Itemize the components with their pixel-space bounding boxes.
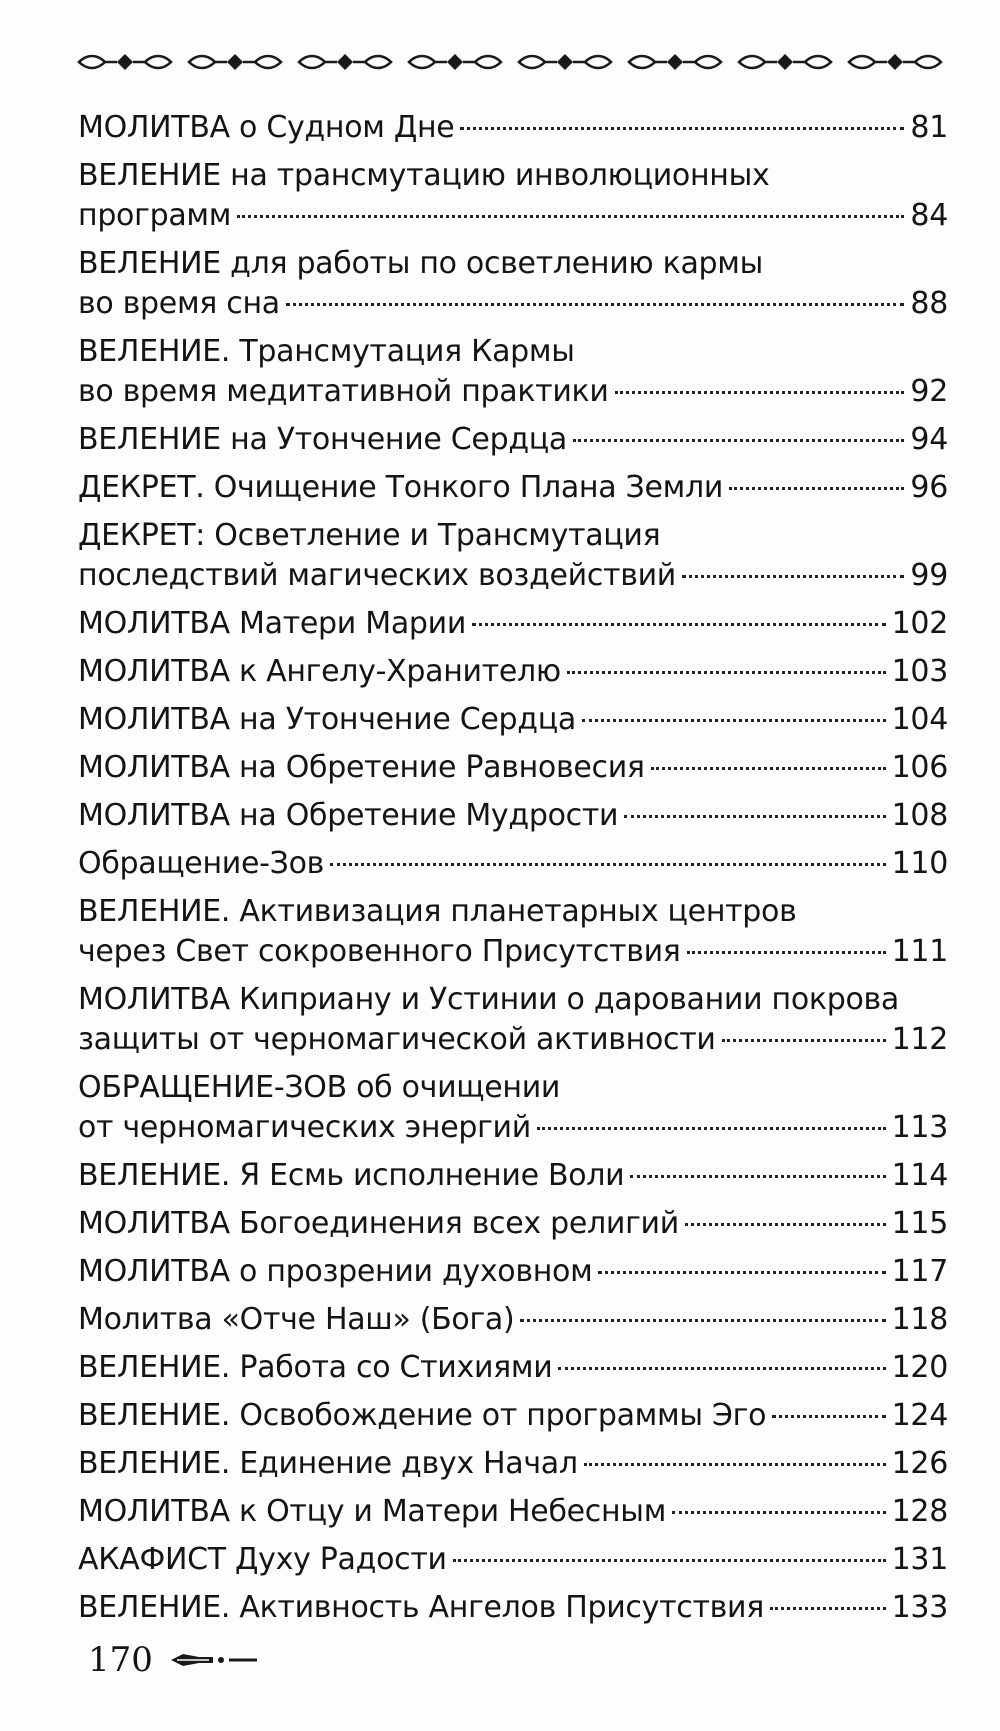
- page-number: 170: [88, 1640, 153, 1680]
- dot-leader: [330, 863, 886, 866]
- toc-entry-title-line: ВЕЛЕНИЕ. Работа со Стихиями: [78, 1350, 553, 1385]
- toc-entry: [78, 652, 948, 700]
- scroll-ornament-icon: [75, 52, 175, 72]
- toc-entry: [78, 980, 948, 1068]
- toc-entry-last-line: [78, 1396, 948, 1436]
- toc-entry-title-line: Молитва «Отче Наш» (Бога): [78, 1302, 515, 1337]
- scroll-ornament-icon: [845, 52, 945, 72]
- toc-entry-title-line: программ: [78, 198, 232, 233]
- toc-entry-title-line: МОЛИТВА на Обретение Мудрости: [78, 798, 619, 833]
- toc-page-number: 108: [891, 798, 948, 833]
- toc-entry-title-line: МОЛИТВА о прозрении духовном: [78, 1254, 593, 1289]
- toc-entry: [78, 844, 948, 892]
- toc-entry: [78, 1300, 948, 1348]
- toc-entry-title-line: во время сна: [78, 286, 280, 321]
- toc-entry-last-line: [78, 372, 948, 412]
- toc-entry-last-line: [78, 796, 948, 836]
- toc-entry-title-line: ВЕЛЕНИЕ. Трансмутация Кармы: [78, 334, 575, 369]
- toc-entry: [78, 1348, 948, 1396]
- toc-entry-title-line: ВЕЛЕНИЕ. Освобождение от программы Эго: [78, 1398, 767, 1433]
- toc-entry-title-line: ВЕЛЕНИЕ. Активность Ангелов Присутствия: [78, 1590, 764, 1625]
- toc-page-number: 128: [891, 1494, 948, 1529]
- toc-entry: [78, 1396, 948, 1444]
- toc-page-number: 111: [891, 934, 948, 969]
- toc-entry-title-line: последствий магических воздействий: [78, 558, 677, 593]
- toc-entry-last-line: [78, 1300, 948, 1340]
- toc-entry-last-line: [78, 1252, 948, 1292]
- toc-entry: [78, 1540, 948, 1588]
- dot-leader: [729, 487, 904, 490]
- dot-leader: [672, 1511, 886, 1514]
- toc-page-number: 115: [891, 1206, 948, 1241]
- toc-entry-last-line: [78, 556, 948, 596]
- dot-leader: [584, 1463, 886, 1466]
- dot-leader: [520, 1319, 885, 1322]
- dot-leader: [598, 1271, 885, 1274]
- dot-leader: [558, 1367, 885, 1370]
- arrow-ornament-icon: [169, 1649, 259, 1671]
- toc-entry-last-line: [78, 1108, 948, 1148]
- toc-page-number: 126: [891, 1446, 948, 1481]
- toc-page-number: 114: [891, 1158, 948, 1193]
- toc-entry-title-line: ВЕЛЕНИЕ. Активизация планетарных центров: [78, 894, 797, 929]
- toc-entry-title-line: ДЕКРЕТ: Осветление и Трансмутация: [78, 518, 661, 553]
- toc-entry-title-line: защиты от черномагической активности: [78, 1022, 716, 1057]
- toc-entry-title-line: МОЛИТВА на Утончение Сердца: [78, 702, 576, 737]
- dot-leader: [687, 951, 886, 954]
- toc-entry: [78, 1252, 948, 1300]
- toc-entry-title-line: МОЛИТВА к Ангелу-Хранителю: [78, 654, 561, 689]
- toc-entry: [78, 796, 948, 844]
- toc-entry-title-line: ВЕЛЕНИЕ на трансмутацию инволюционных: [78, 158, 770, 193]
- toc-entry-last-line: [78, 1540, 948, 1580]
- toc-entry-last-line: [78, 1020, 948, 1060]
- toc-entry-title-line: ВЕЛЕНИЕ для работы по осветлению кармы: [78, 246, 763, 281]
- toc-page-number: 106: [891, 750, 948, 785]
- toc-page-number: 131: [891, 1542, 948, 1577]
- dot-leader: [651, 767, 886, 770]
- dot-leader: [685, 1223, 886, 1226]
- toc-entry-title-line: МОЛИТВА о Судном Дне: [78, 110, 455, 145]
- toc-entry: [78, 1492, 948, 1540]
- toc-entry: [78, 1068, 948, 1156]
- toc-page-number: 99: [910, 558, 948, 593]
- dot-leader: [770, 1607, 886, 1610]
- toc-entry: [78, 108, 948, 156]
- dot-leader: [460, 127, 904, 130]
- toc-page-number: 104: [891, 702, 948, 737]
- dot-leader: [573, 439, 904, 442]
- toc-entry-title-line: Обращение-Зов: [78, 846, 325, 881]
- toc-entry-last-line: [78, 1348, 948, 1388]
- scroll-ornament-icon: [625, 52, 725, 72]
- dot-leader: [567, 671, 886, 674]
- toc-page-number: 103: [891, 654, 948, 689]
- scroll-ornament-icon: [515, 52, 615, 72]
- toc-page-number: 96: [910, 470, 948, 505]
- toc-entry-title-line: ВЕЛЕНИЕ. Единение двух Начал: [78, 1446, 578, 1481]
- toc-entry-title-line: от черномагических энергий: [78, 1110, 531, 1145]
- toc-entry: [78, 1444, 948, 1492]
- toc-entry-title-line: МОЛИТВА Матери Марии: [78, 606, 467, 641]
- toc-entry-title-line: во время медитативной практики: [78, 374, 609, 409]
- dot-leader: [624, 815, 885, 818]
- header-ornament-row: [75, 52, 945, 72]
- toc-page-number: 102: [891, 606, 948, 641]
- toc-entry: [78, 516, 948, 604]
- dot-leader: [286, 303, 905, 306]
- toc-entry: [78, 1588, 948, 1636]
- toc-page-number: 118: [891, 1302, 948, 1337]
- toc-entry-last-line: [78, 108, 948, 148]
- toc-entry: [78, 700, 948, 748]
- toc-entry-title-line: МОЛИТВА Богоединения всех религий: [78, 1206, 679, 1241]
- toc-entry: [78, 604, 948, 652]
- toc-page-number: 120: [891, 1350, 948, 1385]
- toc-page-number: 110: [891, 846, 948, 881]
- toc-entry: [78, 892, 948, 980]
- toc-entry-last-line: [78, 468, 948, 508]
- toc-entry: [78, 468, 948, 516]
- scroll-ornament-icon: [405, 52, 505, 72]
- toc-entry: [78, 1156, 948, 1204]
- dot-leader: [772, 1415, 886, 1418]
- toc-entry-title-line: ВЕЛЕНИЕ на Утончение Сердца: [78, 422, 567, 457]
- toc-entry: [78, 332, 948, 420]
- toc-entry: [78, 156, 948, 244]
- toc-entry-title-line: ВЕЛЕНИЕ. Я Есмь исполнение Воли: [78, 1158, 625, 1193]
- dot-leader: [582, 719, 886, 722]
- toc-entry-title-line: МОЛИТВА на Обретение Равновесия: [78, 750, 645, 785]
- dot-leader: [453, 1559, 886, 1562]
- toc-entry-last-line: [78, 284, 948, 324]
- scroll-ornament-icon: [295, 52, 395, 72]
- scroll-ornament-icon: [735, 52, 835, 72]
- dot-leader: [615, 391, 905, 394]
- toc-entry-last-line: [78, 748, 948, 788]
- toc-page-number: 94: [910, 422, 948, 457]
- toc-entry-last-line: [78, 604, 948, 644]
- dot-leader: [237, 215, 904, 218]
- scroll-ornament-icon: [185, 52, 285, 72]
- toc-entry-last-line: [78, 932, 948, 972]
- toc-page-number: 113: [891, 1110, 948, 1145]
- toc-entry-last-line: [78, 1444, 948, 1484]
- dot-leader: [537, 1127, 886, 1130]
- toc-page-number: 88: [910, 286, 948, 321]
- page-footer: [88, 1640, 259, 1680]
- toc-page-number: 81: [910, 110, 948, 145]
- toc-entry: [78, 244, 948, 332]
- dot-leader: [630, 1175, 885, 1178]
- dot-leader: [682, 575, 904, 578]
- toc-entry-title-line: ДЕКРЕТ. Очищение Тонкого Плана Земли: [78, 470, 724, 505]
- toc-entry-title-line: МОЛИТВА Киприану и Устинии о даровании покрова: [78, 982, 900, 1017]
- toc-entry-last-line: [78, 420, 948, 460]
- toc-entry-last-line: [78, 1156, 948, 1196]
- dot-leader: [472, 623, 886, 626]
- table-of-contents: [78, 108, 948, 1636]
- toc-entry-last-line: [78, 844, 948, 884]
- toc-entry-last-line: [78, 196, 948, 236]
- toc-entry: [78, 748, 948, 796]
- toc-page-number: 112: [891, 1022, 948, 1057]
- toc-entry-title-line: ОБРАЩЕНИЕ-ЗОВ об очищении: [78, 1070, 561, 1105]
- toc-entry-last-line: [78, 1588, 948, 1628]
- dot-leader: [722, 1039, 886, 1042]
- toc-entry-title-line: АКАФИСТ Духу Радости: [78, 1542, 447, 1577]
- toc-entry: [78, 420, 948, 468]
- toc-entry: [78, 1204, 948, 1252]
- toc-page-number: 124: [891, 1398, 948, 1433]
- toc-page-number: 133: [891, 1590, 948, 1625]
- toc-entry-last-line: [78, 1492, 948, 1532]
- toc-entry-title-line: через Свет сокровенного Присутствия: [78, 934, 681, 969]
- toc-page-number: 117: [891, 1254, 948, 1289]
- toc-entry-last-line: [78, 652, 948, 692]
- toc-entry-last-line: [78, 1204, 948, 1244]
- toc-page-number: 84: [910, 198, 948, 233]
- toc-entry-last-line: [78, 700, 948, 740]
- toc-entry-title-line: МОЛИТВА к Отцу и Матери Небесным: [78, 1494, 667, 1529]
- toc-page-number: 92: [910, 374, 948, 409]
